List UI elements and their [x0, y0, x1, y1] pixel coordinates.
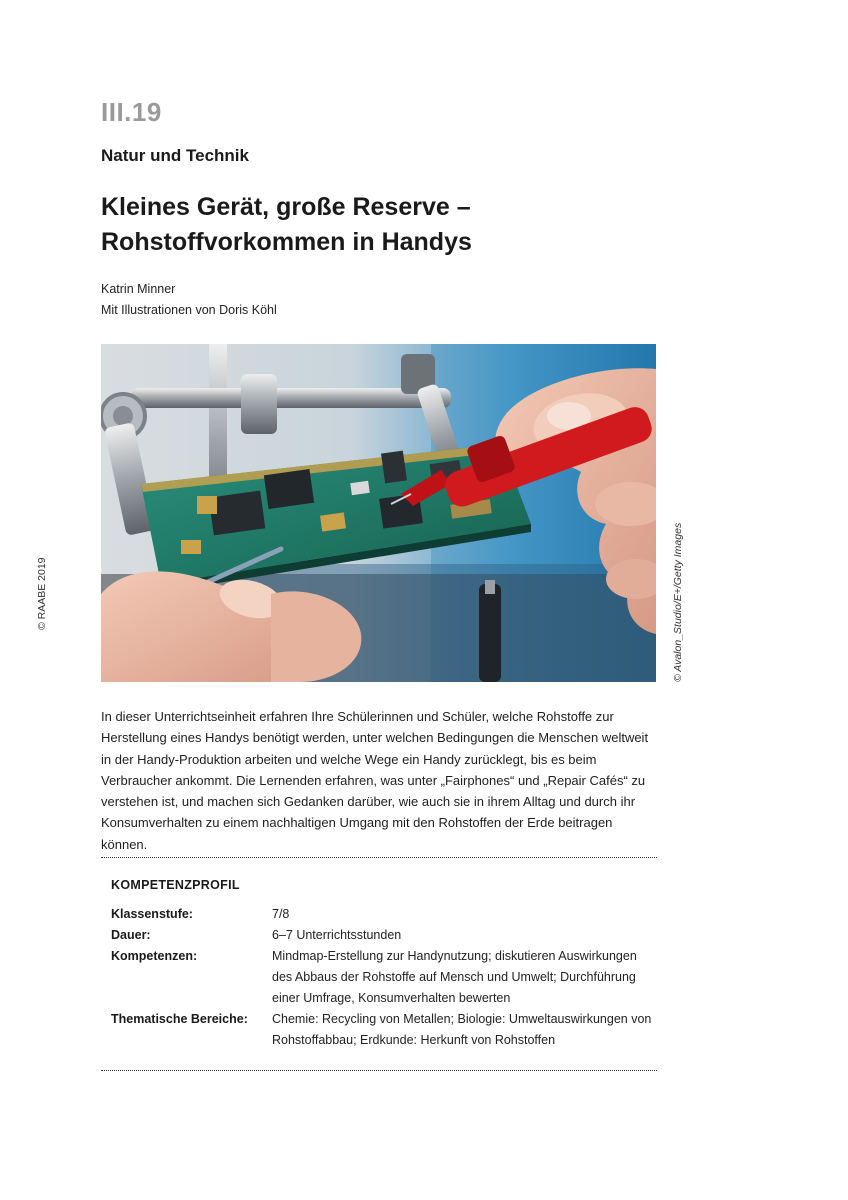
photo-credit: © Avalon_Studio/E+/Getty Images [672, 522, 684, 682]
profile-heading: KOMPETENZPROFIL [111, 878, 240, 892]
subject-heading: Natur und Technik [101, 146, 249, 165]
profile-label: Dauer: [111, 928, 151, 942]
circuit-board-repair-photo [101, 344, 656, 682]
profile-value: Mindmap-Erstellung zur Handynutzung; diskutieren Auswirkungen des Abbaus der Rohstoffe auf Mensch und Umwelt; Durchführung einer Umfrage, Konsumverhalten bewerten [272, 949, 637, 1006]
profile-value: 7/8 [272, 907, 290, 921]
illustrator-credit: Mit Illustrationen von Doris Köhl [101, 303, 277, 317]
profile-value: Chemie: Recycling von Metallen; Biologie: Umweltauswirkungen von Rohstoffabbau; Erdkunde: Herkunft von Rohstoffen [272, 1012, 652, 1048]
author-name: Katrin Minner [101, 282, 176, 296]
profile-label: Thematische Bereiche: [111, 1012, 248, 1026]
intro-paragraph: In dieser Unterrichtseinheit erfahren Ihre Schülerinnen und Schüler, welche Rohstoffe zur Herstellung eines Handys benötigt werden, unter welchen Bedingungen die Menschen weltweit in der Handy-Produktion arbeiten und welche Wege ein Handy zurücklegt, bis es beim Verbraucher ankommt. Die Lernenden erfahren, was unter „Fairphones“ und „Repair Cafés“ zu verstehen ist, und machen sich Gedanken darüber, wie auch sie in ihrem Alltag und durch ihr Konsumverhalten zu einem nachhaltigen Umgang mit den Rohstoffen der Erde beitragen können. [101, 709, 649, 852]
profile-label: Klassenstufe: [111, 907, 193, 921]
divider-top [101, 857, 657, 858]
profile-label: Kompetenzen: [111, 949, 198, 963]
side-copyright: © RAABE 2019 [36, 557, 48, 630]
divider-bottom [101, 1070, 657, 1071]
page-title: Kleines Gerät, große Reserve – Rohstoffvorkommen in Handys [101, 193, 472, 256]
section-code: III.19 [101, 97, 162, 127]
profile-value: 6–7 Unterrichtsstunden [272, 928, 402, 942]
